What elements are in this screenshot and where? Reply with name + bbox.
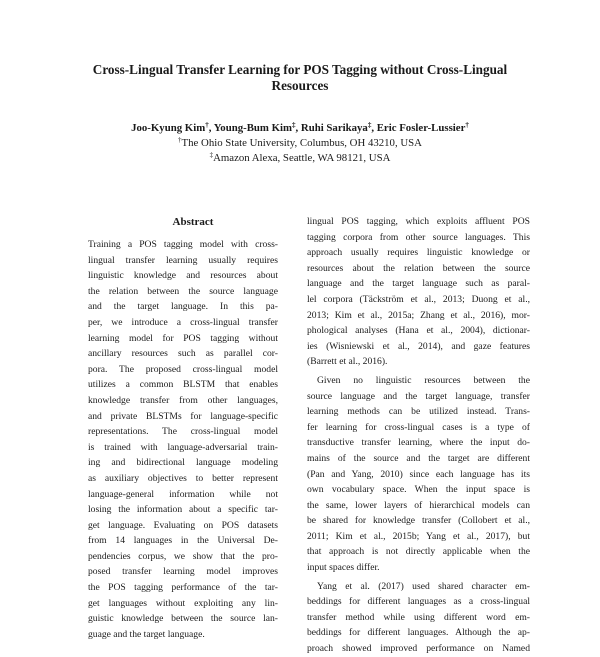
affiliation-mark: †: [178, 136, 182, 144]
abstract-line: representations. The cross-lingual model: [88, 426, 278, 438]
paper-title-line-1: Cross-Lingual Transfer Learning for POS Tagging without Cross-Lingual: [92, 62, 508, 77]
paragraph-line: Given no linguistic resources between the: [317, 374, 530, 386]
abstract-line: learning model for POS tagging without: [88, 332, 278, 344]
paragraph-line: be shared for knowledge transfer (Collobert et al.,: [307, 515, 530, 527]
abstract-line: utilizes a common BLSTM that enables: [88, 379, 278, 391]
author-name: Joo-Kyung Kim: [131, 122, 206, 134]
paragraph-line: resources about the relation between the source: [307, 262, 530, 274]
paragraph-line: proach showed improved performance on Named: [307, 643, 530, 655]
abstract-heading: Abstract: [172, 216, 214, 228]
paragraph-line: Yang et al. (2017) used shared character em-: [317, 580, 530, 592]
author-name: Eric Fosler-Lussier: [376, 122, 466, 134]
abstract-line: guage and the target language.: [88, 628, 205, 640]
abstract-line: the relation between the source language: [88, 285, 278, 297]
paragraph-line: learning methods can be utilized instead. Trans-: [307, 406, 530, 418]
abstract-line: pendencies corpus, we show that the pro-: [88, 550, 278, 562]
paragraph-line: lingual POS tagging, which exploits affluent POS: [307, 216, 530, 227]
paragraph-line: fer learning for cross-lingual cases is a type of: [307, 421, 530, 433]
author-list: Joo-Kyung Kim†, Young-Bum Kim‡, Ruhi Sarikaya‡, Eric Fosler-Lussier†: [131, 121, 469, 134]
abstract-line: as auxiliary objectives to better represent: [88, 472, 278, 484]
paragraph-line: that approach is not directly applicable when the: [307, 546, 530, 558]
paragraph-line: 2011; Kim et al., 2015b; Yang et al., 2017), but: [307, 530, 530, 542]
author-mark: †: [465, 121, 469, 129]
paper-title-line-2: Resources: [271, 78, 329, 93]
abstract-line: get languages without exploiting any lin-: [88, 597, 278, 609]
abstract-line: the POS tagging performance of the tar-: [88, 582, 278, 594]
author-mark: ‡: [292, 121, 296, 129]
abstract-line: and private BLSTMs for language-specific: [88, 410, 278, 422]
paragraph-line: 2013; Kim et al., 2015a; Zhang et al., 2016), mor-: [307, 309, 530, 321]
abstract-line: Training a POS tagging model with cross-: [88, 239, 278, 250]
author-name: Ruhi Sarikaya: [300, 122, 368, 134]
abstract-line: and the target language. In this pa-: [88, 301, 278, 313]
paragraph-line: approach usually requires linguistic knowledge or: [307, 247, 530, 259]
abstract-line: posed transfer learning model improves: [88, 566, 278, 578]
abstract-line: get language. Evaluating on POS datasets: [88, 519, 278, 531]
paragraph-line: beddings for different languages. Although the ap-: [307, 627, 530, 639]
abstract-line: linguistic knowledge and resources about: [88, 270, 278, 282]
paragraph-line: the same, lower layers of hierarchical models can: [307, 499, 530, 511]
paragraph-line: ies (Wisniewski et al., 2014), and gaze features: [307, 340, 530, 352]
abstract-line: per, we introduce a cross-lingual transfer: [88, 316, 278, 328]
abstract-body: [88, 237, 278, 642]
paragraph-line: input spaces differ.: [307, 562, 380, 574]
paragraph-line: language and the target language such as paral-: [307, 278, 530, 290]
abstract-line: pora. The proposed cross-lingual model: [88, 363, 278, 375]
paragraph-line: (Pan and Yang, 2010) since each language has its: [307, 468, 530, 480]
paragraph-line: (Barrett et al., 2016).: [307, 356, 388, 368]
paragraph-line: lel corpora (Täckström et al., 2013; Duong et al.,: [307, 293, 530, 305]
affiliation-text: The Ohio State University, Columbus, OH 43210, USA: [181, 137, 422, 149]
affiliation-text: Amazon Alexa, Seattle, WA 98121, USA: [213, 152, 391, 164]
abstract-line: knowledge transfer from other languages,: [88, 394, 278, 406]
abstract-line: losing the information about a specific tar-: [88, 504, 278, 516]
paper-title: [60, 62, 540, 94]
paragraph-line: transductive transfer learning, where the input do-: [307, 437, 530, 449]
abstract-line: ancillary resources such as parallel cor-: [88, 348, 278, 360]
paragraph-line: tagging corpora from other source languages. This: [307, 231, 530, 243]
author-mark: †: [205, 121, 209, 129]
body-column-right: [307, 214, 530, 657]
abstract-line: is trained with language-adversarial train-: [88, 441, 278, 453]
paragraph-line: phological analyses (Hana et al., 2004), dictionar-: [307, 325, 530, 337]
abstract-line: from 14 languages in the Universal De-: [88, 535, 278, 547]
paragraph-line: source language and the target language, transfer: [307, 390, 530, 402]
abstract-line: language-general information while not: [88, 488, 278, 500]
abstract-line: ing and bidirectional language modeling: [88, 457, 278, 469]
paragraph-line: beddings for different languages as a cross-lingual: [307, 596, 530, 608]
author-name: Young-Bum Kim: [213, 122, 292, 134]
abstract-line: lingual transfer learning usually requires: [88, 254, 278, 266]
affiliation: [60, 136, 540, 150]
paragraph-line: mains of the source and the target are different: [307, 452, 530, 464]
affiliation-mark: ‡: [209, 151, 214, 159]
paragraph-line: own vocabulary space. When the input space is: [307, 484, 530, 496]
author-mark: ‡: [367, 121, 372, 129]
paragraph-line: transfer method while using different word em-: [307, 611, 530, 623]
abstract-line: guistic knowledge between the source lan-: [88, 613, 278, 625]
affiliation: [60, 151, 540, 165]
